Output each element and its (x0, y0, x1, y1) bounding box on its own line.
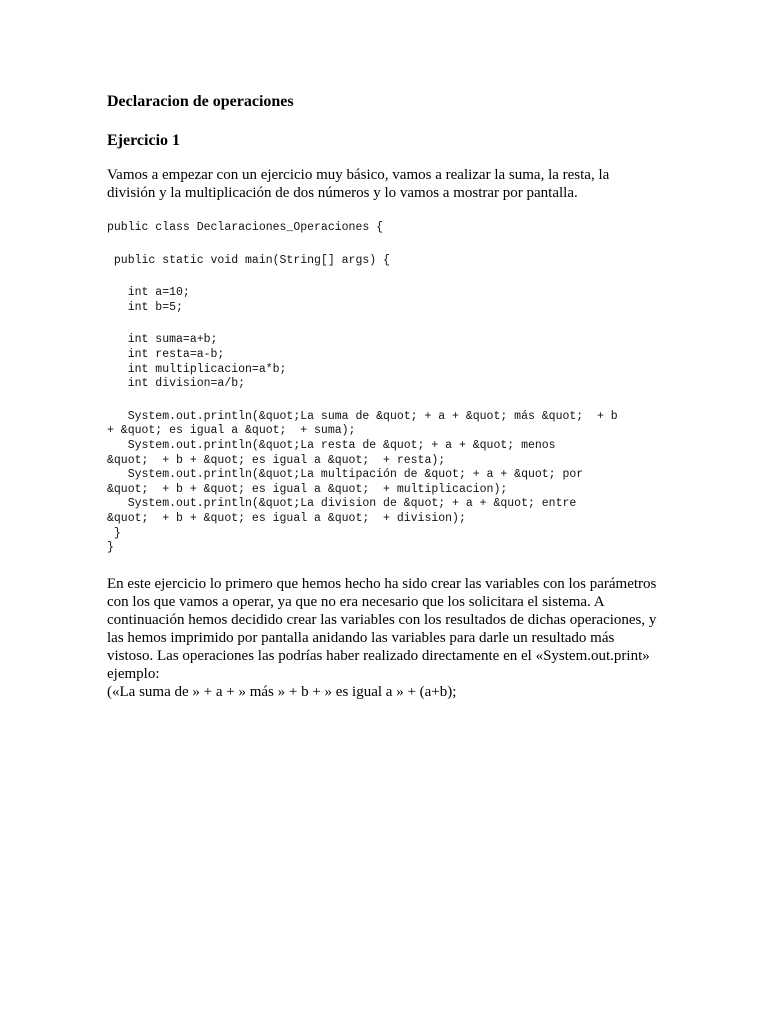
code-line: + &quot; es igual a &quot; + suma); (107, 424, 356, 438)
code-line: int division=a/b; (107, 377, 246, 391)
code-line: public static void main(String[] args) { (107, 253, 390, 267)
code-line: } (107, 526, 121, 540)
code-block (107, 221, 618, 556)
code-line: int a=10; (107, 286, 190, 300)
code-blank-line (107, 315, 618, 333)
code-line: &quot; + b + &quot; es igual a &quot; + resta); (107, 453, 446, 467)
code-line: } (107, 541, 114, 555)
code-line: int resta=a-b; (107, 347, 225, 361)
code-line: System.out.println(&quot;La resta de &quot; + a + &quot; menos (107, 438, 556, 452)
code-line: public class Declaraciones_Operaciones { (107, 221, 384, 234)
intro-paragraph: Vamos a empezar con un ejercicio muy básico, vamos a realizar la suma, la resta, la división y la multiplicación de dos números y lo vamos a mostrar por pantalla. (107, 167, 610, 201)
code-line: &quot; + b + &quot; es igual a &quot; + multiplicacion); (107, 482, 508, 496)
document-title: Declaracion de operaciones (107, 93, 294, 110)
code-line: int multiplicacion=a*b; (107, 362, 287, 376)
explanation-line: ejemplo: (107, 666, 160, 682)
section-title: Ejercicio 1 (107, 132, 181, 149)
code-blank-line (107, 236, 618, 254)
code-line: int b=5; (107, 300, 183, 314)
code-line: System.out.println(&quot;La multipación de &quot; + a + &quot; por (107, 468, 584, 482)
code-blank-line (107, 392, 618, 410)
explanation-paragraph (107, 575, 663, 701)
explanation-line: vistoso. Las operaciones las podrías haber realizado directamente en el «System.out.print» (107, 648, 650, 664)
explanation-line: En este ejercicio lo primero que hemos hecho ha sido crear las variables con los parámetros (107, 576, 657, 592)
code-line: System.out.println(&quot;La suma de &quot; + a + &quot; más &quot; + b (107, 409, 618, 423)
code-blank-line (107, 268, 618, 286)
explanation-line: las hemos imprimido por pantalla anidando las variables para darle un resultado más (107, 630, 615, 646)
explanation-line: continuación hemos decidido crear las variables con los resultados de dichas operaciones, y (107, 612, 657, 628)
code-line: &quot; + b + &quot; es igual a &quot; + division); (107, 511, 466, 525)
explanation-line: («La suma de » + a + » más » + b + » es igual a » + (a+b); (107, 684, 457, 700)
code-line: System.out.println(&quot;La division de &quot; + a + &quot; entre (107, 497, 577, 511)
code-line: int suma=a+b; (107, 333, 218, 347)
explanation-line: con los que vamos a operar, ya que no era necesario que los solicitara el sistema. A (107, 594, 605, 610)
